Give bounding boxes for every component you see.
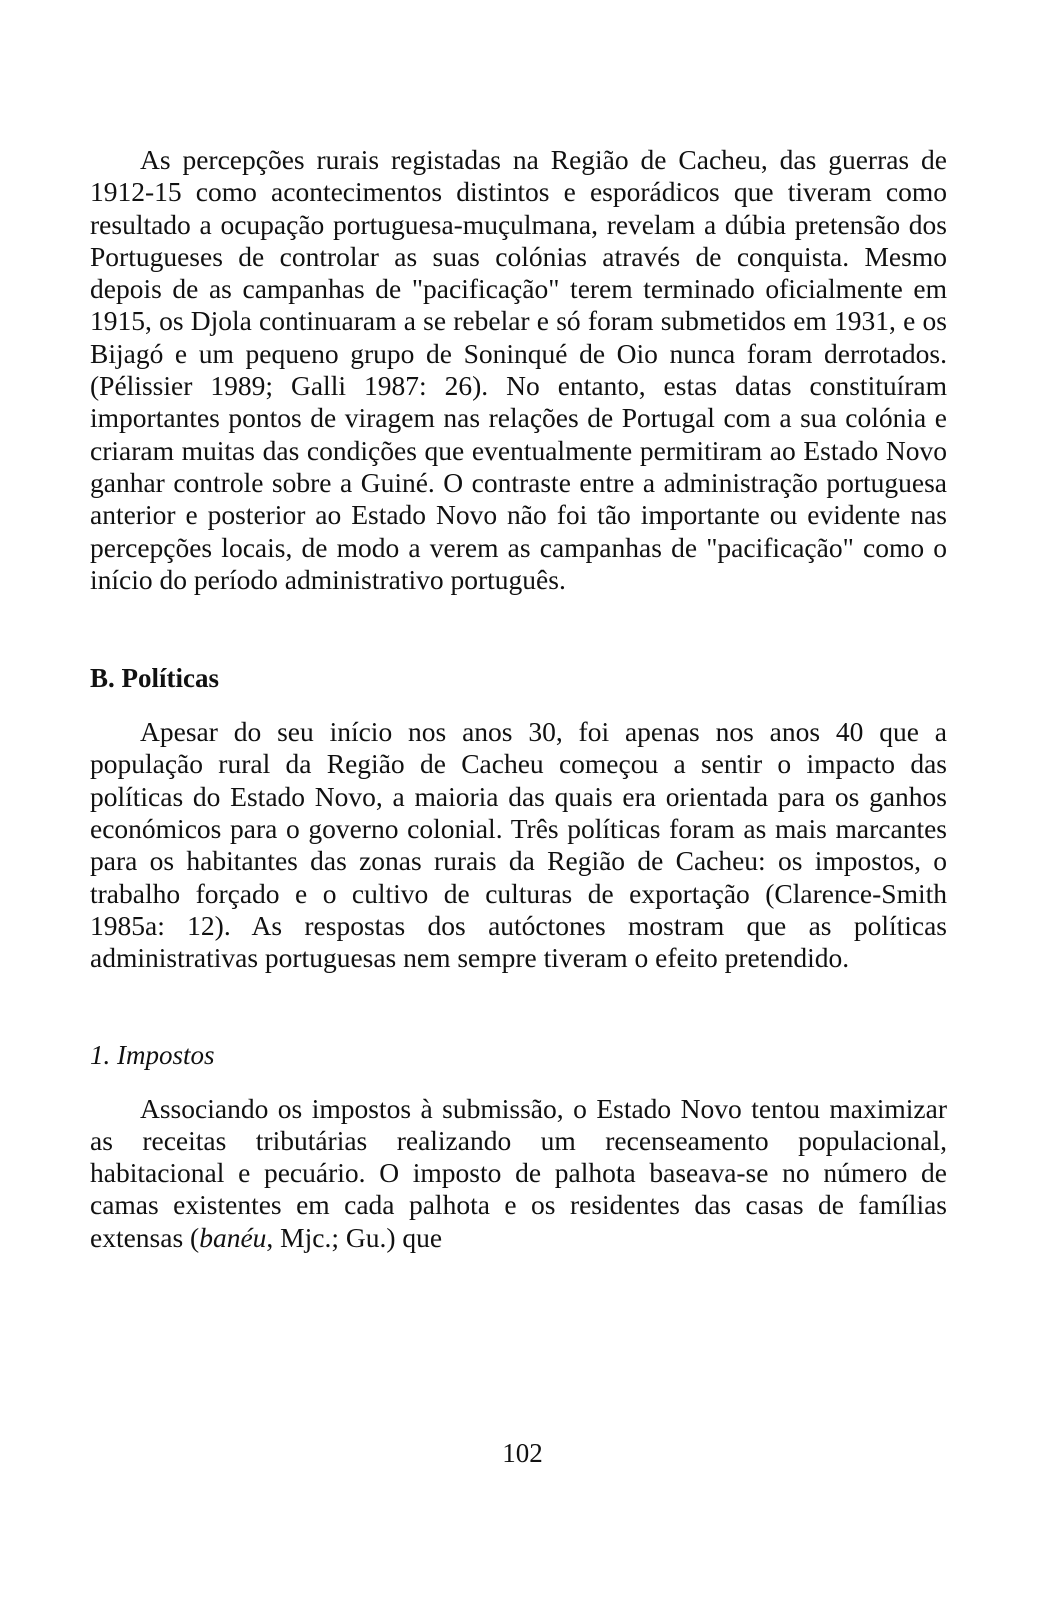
paragraph-2: Apesar do seu início nos anos 30, foi apenas nos anos 40 que a população rural da Região de Cacheu começou a sentir o impacto das políticas do Estado Novo, a maioria das quais era orientada para os ganhos económicos para o governo colonial. Três políticas foram as mais marcantes para os habitantes das zonas rurais da Região de Cacheu: os impostos, o trabalho forçado e o cultivo de culturas de exportação (Clarence-Smith 1985a: 12). As respostas dos autóctones mostram que as políticas administrativas portuguesas nem sempre tiveram o efeito pretendido. xyxy=(90,716,947,974)
section-heading: B. Políticas xyxy=(90,663,219,694)
page-body xyxy=(90,144,947,1254)
paragraph-1: As percepções rurais registadas na Região de Cacheu, das guerras de 1912-15 como acontecimentos distintos e esporádicos que tiveram como resultado a ocupação portuguesa-muçulmana, revelam a dúbia pretensão dos Portugueses de controlar as suas colónias através de conquista. Mesmo depois de as campanhas de "pacificação" terem terminado oficialmente em 1915, os Djola continuaram a se rebelar e só foram submetidos em 1931, e os Bijagó e um pequeno grupo de Soninqué de Oio nunca foram derrotados. (Pélissier 1989; Galli 1987: 26). No entanto, estas datas constituíram importantes pontos de viragem nas relações de Portugal com a sua colónia e criaram muitas das condições que eventualmente permitiram ao Estado Novo ganhar controle sobre a Guiné. O contraste entre a administração portuguesa anterior e posterior ao Estado Novo não foi tão importante ou evidente nas percepções locais, de modo a verem as campanhas de "pacificação" como o início do período administrativo português. xyxy=(90,144,947,595)
paragraph-3 xyxy=(90,1093,947,1254)
page-number: 102 xyxy=(502,1438,543,1468)
paragraph-3-end: , Mjc.; Gu.) que xyxy=(266,1221,443,1253)
paragraph-3-start: Associando os impostos à submissão, o Estado Novo tentou maximizar as receitas tributárias realizando um recenseamento populacional, habitacional e pecuário. O imposto de palhota baseava-se no número de camas existentes em cada palhota e os residentes das casas de famílias extensas ( xyxy=(90,1092,947,1253)
subsection-heading: 1. Impostos xyxy=(90,1039,215,1070)
italic-term: banéu xyxy=(199,1221,267,1253)
